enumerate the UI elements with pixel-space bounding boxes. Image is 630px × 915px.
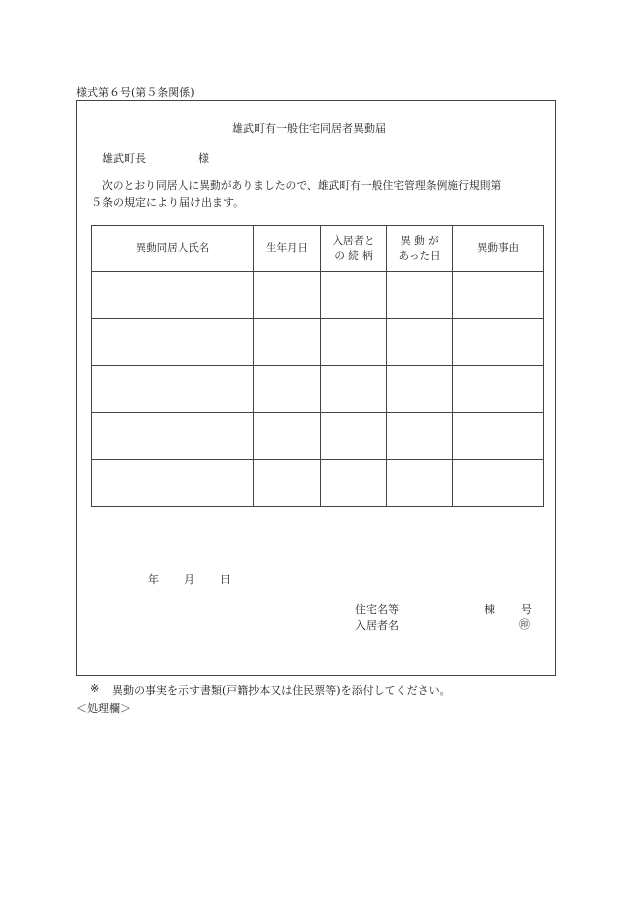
header-relation bbox=[321, 226, 387, 272]
cell-relation[interactable] bbox=[321, 413, 387, 460]
processing-label: ＜処理欄＞ bbox=[76, 702, 131, 715]
cell-reason[interactable] bbox=[453, 413, 544, 460]
form-number: 様式第６号(第５条関係) bbox=[76, 86, 195, 99]
date-month-label: 月 bbox=[184, 573, 195, 586]
addressee-honorific: 様 bbox=[198, 152, 209, 165]
table-row bbox=[92, 413, 544, 460]
header-birthdate bbox=[254, 226, 321, 272]
housing-number-label: 号 bbox=[521, 603, 532, 616]
header-relation-line2: の 続 柄 bbox=[334, 249, 373, 262]
cell-birthdate[interactable] bbox=[254, 319, 321, 366]
cell-reason[interactable] bbox=[453, 460, 544, 507]
cell-name[interactable] bbox=[92, 272, 254, 319]
table-row bbox=[92, 460, 544, 507]
date-year-label: 年 bbox=[148, 573, 159, 586]
cell-change-date[interactable] bbox=[387, 460, 453, 507]
cell-change-date[interactable] bbox=[387, 413, 453, 460]
cell-relation[interactable] bbox=[321, 319, 387, 366]
cell-change-date[interactable] bbox=[387, 366, 453, 413]
cell-relation[interactable] bbox=[321, 366, 387, 413]
tenant-label: 入居者名 bbox=[355, 619, 399, 632]
table-row bbox=[92, 319, 544, 366]
header-birthdate-label: 生年月日 bbox=[266, 242, 308, 255]
table-header-row bbox=[92, 226, 544, 272]
header-relation-line1: 入居者と bbox=[332, 235, 375, 248]
cell-reason[interactable] bbox=[453, 366, 544, 413]
cell-name[interactable] bbox=[92, 413, 254, 460]
header-reason bbox=[453, 226, 544, 272]
header-change-date-line1: 異 動 が bbox=[400, 235, 439, 248]
cell-change-date[interactable] bbox=[387, 272, 453, 319]
cell-reason[interactable] bbox=[453, 319, 544, 366]
cell-birthdate[interactable] bbox=[254, 413, 321, 460]
cell-name[interactable] bbox=[92, 319, 254, 366]
housing-label: 住宅名等 bbox=[355, 603, 399, 616]
table-row bbox=[92, 366, 544, 413]
change-table bbox=[91, 225, 544, 507]
cell-name[interactable] bbox=[92, 366, 254, 413]
body-text-line-2: ５条の規定により届け出ます。 bbox=[91, 196, 245, 209]
header-reason-label: 異動事由 bbox=[477, 242, 519, 255]
cell-relation[interactable] bbox=[321, 460, 387, 507]
cell-birthdate[interactable] bbox=[254, 272, 321, 319]
body-text-line-1: 次のとおり同居人に異動がありましたので、雄武町有一般住宅管理条例施行規則第 bbox=[102, 179, 502, 192]
seal-mark: ㊞ bbox=[519, 618, 530, 631]
cell-relation[interactable] bbox=[321, 272, 387, 319]
header-change-date-line2: あった日 bbox=[398, 249, 441, 262]
header-name bbox=[92, 226, 254, 272]
header-change-date bbox=[387, 226, 453, 272]
addressee-name: 雄武町長 bbox=[102, 152, 146, 165]
cell-birthdate[interactable] bbox=[254, 460, 321, 507]
date-day-label: 日 bbox=[220, 573, 231, 586]
cell-birthdate[interactable] bbox=[254, 366, 321, 413]
header-name-label: 異動同居人氏名 bbox=[135, 242, 210, 255]
note-text: 異動の事実を示す書類(戸籍抄本又は住民票等)を添付してください。 bbox=[112, 684, 451, 697]
cell-change-date[interactable] bbox=[387, 319, 453, 366]
cell-name[interactable] bbox=[92, 460, 254, 507]
form-title: 雄武町有一般住宅同居者異動届 bbox=[232, 122, 386, 135]
housing-building-label: 棟 bbox=[484, 603, 495, 616]
note-mark: ※ bbox=[90, 682, 100, 695]
table-row bbox=[92, 272, 544, 319]
cell-reason[interactable] bbox=[453, 272, 544, 319]
